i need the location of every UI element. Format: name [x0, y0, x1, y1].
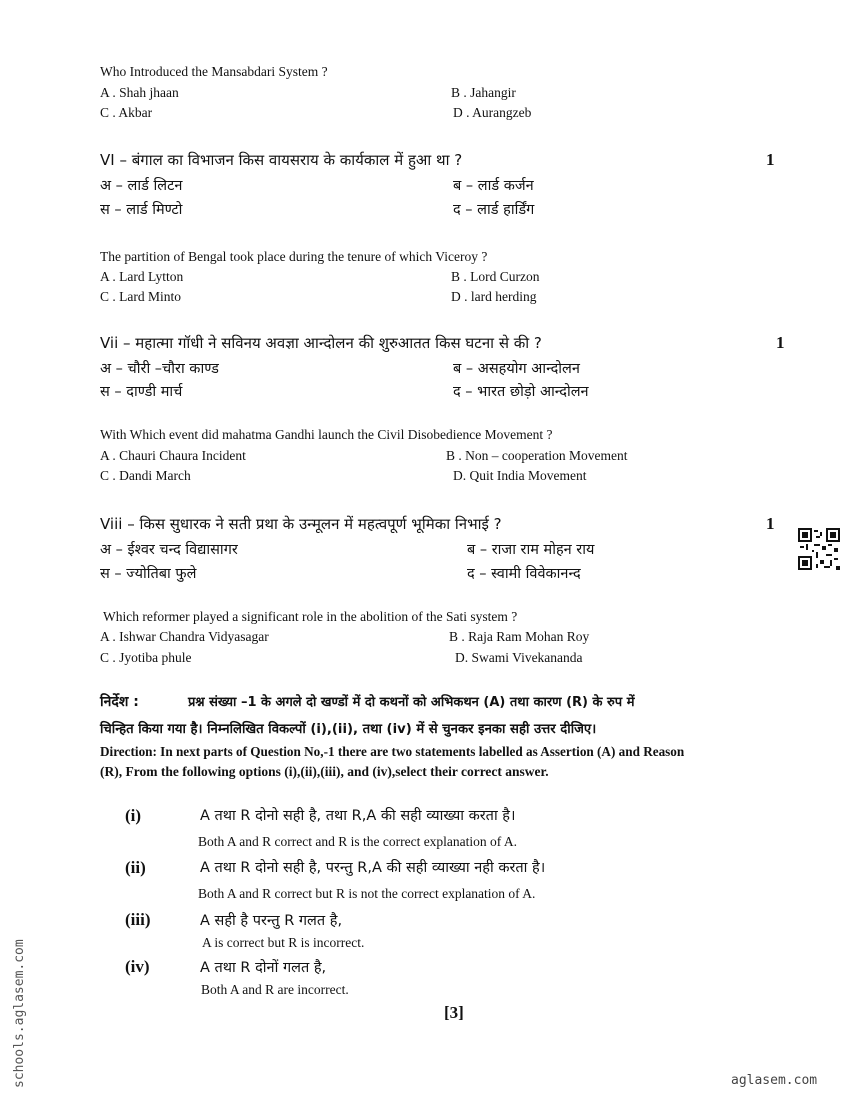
q6-option-d: द – लार्ड हार्डिंग: [453, 202, 535, 218]
q6-marks: 1: [766, 150, 775, 169]
q7-en-option-c: C . Dandi March: [100, 468, 191, 483]
q6-en-question: The partition of Bengal took place during the tenure of which Viceroy ?: [100, 249, 488, 264]
q8-option-d: द – स्वामी विवेकानन्द: [467, 566, 581, 582]
q7-en-option-d: D. Quit India Movement: [453, 468, 587, 483]
q8-option-a: अ – ईश्वर चन्द विद्यासागर: [100, 542, 238, 558]
qr-code-icon: [798, 528, 840, 570]
option-english: Both A and R are incorrect.: [201, 982, 349, 997]
q7-option-c: स – दाण्डी मार्च: [100, 384, 183, 400]
q7-en-option-b: B . Non – cooperation Movement: [446, 448, 628, 463]
q5-en-option-a: A . Shah jhaan: [100, 85, 179, 100]
direction-line1-hi: प्रश्न संख्या –1 के अगले दो खण्डों में दो कथनों को अभिकथन (A) तथा कारण (R) के रुप में: [188, 695, 635, 710]
q6-en-option-d: D . lard herding: [451, 289, 537, 304]
side-watermark: schools.aglasem.com: [12, 939, 27, 1088]
q6-option-a: अ – लार्ड लिटन: [100, 178, 183, 194]
option-number: (ii): [125, 858, 146, 877]
q6-en-option-b: B . Lord Curzon: [451, 269, 540, 284]
footer-watermark: aglasem.com: [731, 1073, 818, 1088]
q7-marks: 1: [776, 333, 785, 352]
q8-question: Viii – किस सुधारक ने सती प्रथा के उन्मूलन में महत्वपूर्ण भूमिका निभाई ?: [100, 515, 502, 533]
q5-en-option-b: B . Jahangir: [451, 85, 516, 100]
q6-option-c: स – लार्ड मिण्टो: [100, 202, 183, 218]
option-number: (i): [125, 806, 142, 825]
direction-line2-hi: चिन्हित किया गया है। निम्नलिखित विकल्पों (i),(ii), तथा (iv) में से चुनकर इनका सही उत्तर दीजिए।: [100, 722, 597, 737]
q5-en-option-d: D . Aurangzeb: [453, 105, 532, 120]
q6-question: VI – बंगाल का विभाजन किस वायसराय के कार्यकाल में हुआ था ?: [100, 151, 463, 169]
q7-option-a: अ – चौरी –चौरा काण्ड: [100, 361, 219, 377]
option-hindi: A सही है परन्तु R गलत है,: [200, 913, 343, 929]
q8-en-option-d: D. Swami Vivekananda: [455, 650, 583, 665]
option-english: Both A and R correct and R is the correct explanation of A.: [198, 834, 518, 849]
q7-option-d: द – भारत छोड़ो आन्दोलन: [453, 384, 589, 400]
option-english: A is correct but R is incorrect.: [202, 935, 365, 950]
direction-line2-en: (R), From the following options (i),(ii),(iii), and (iv),select their correct answer.: [100, 764, 549, 779]
q6-en-option-a: A . Lard Lytton: [100, 269, 184, 284]
option-number: (iv): [125, 957, 150, 976]
q7-question: Vii – महात्मा गॉधी ने सविनय अवज्ञा आन्दोलन की शुरुआतत किस घटना से की ?: [100, 334, 542, 352]
page-number: [3]: [444, 1003, 464, 1022]
q8-en-question: Which reformer played a significant role in the abolition of the Sati system ?: [103, 609, 518, 624]
q7-en-question: With Which event did mahatma Gandhi launch the Civil Disobedience Movement ?: [100, 427, 553, 442]
q8-option-c: स – ज्योतिबा फुले: [100, 566, 197, 582]
q8-en-option-b: B . Raja Ram Mohan Roy: [449, 629, 590, 644]
q5-en-option-c: C . Akbar: [100, 105, 153, 120]
direction-label: निर्देश :: [100, 694, 139, 710]
q7-en-option-a: A . Chauri Chaura Incident: [100, 448, 246, 463]
q5-en-question: Who Introduced the Mansabdari System ?: [100, 64, 328, 79]
q8-en-option-a: A . Ishwar Chandra Vidyasagar: [100, 629, 269, 644]
q7-option-b: ब – असहयोग आन्दोलन: [453, 361, 580, 377]
q8-en-option-c: C . Jyotiba phule: [100, 650, 192, 665]
option-hindi: A तथा R दोनो सही है, परन्तु R,A की सही व्याख्या नही करता है।: [200, 860, 546, 876]
option-hindi: A तथा R दोनो सही है, तथा R,A की सही व्याख्या करता है।: [200, 808, 516, 824]
option-english: Both A and R correct but R is not the correct explanation of A.: [198, 886, 536, 901]
direction-line1-en: Direction: In next parts of Question No,-1 there are two statements labelled as Assertion (A) and Reason: [100, 744, 685, 759]
option-number: (iii): [125, 910, 151, 929]
option-hindi: A तथा R दोनों गलत है,: [200, 960, 327, 976]
q8-marks: 1: [766, 514, 775, 533]
q6-en-option-c: C . Lard Minto: [100, 289, 181, 304]
q8-option-b: ब – राजा राम मोहन राय: [467, 542, 595, 558]
q6-option-b: ब – लार्ड कर्जन: [453, 178, 534, 194]
